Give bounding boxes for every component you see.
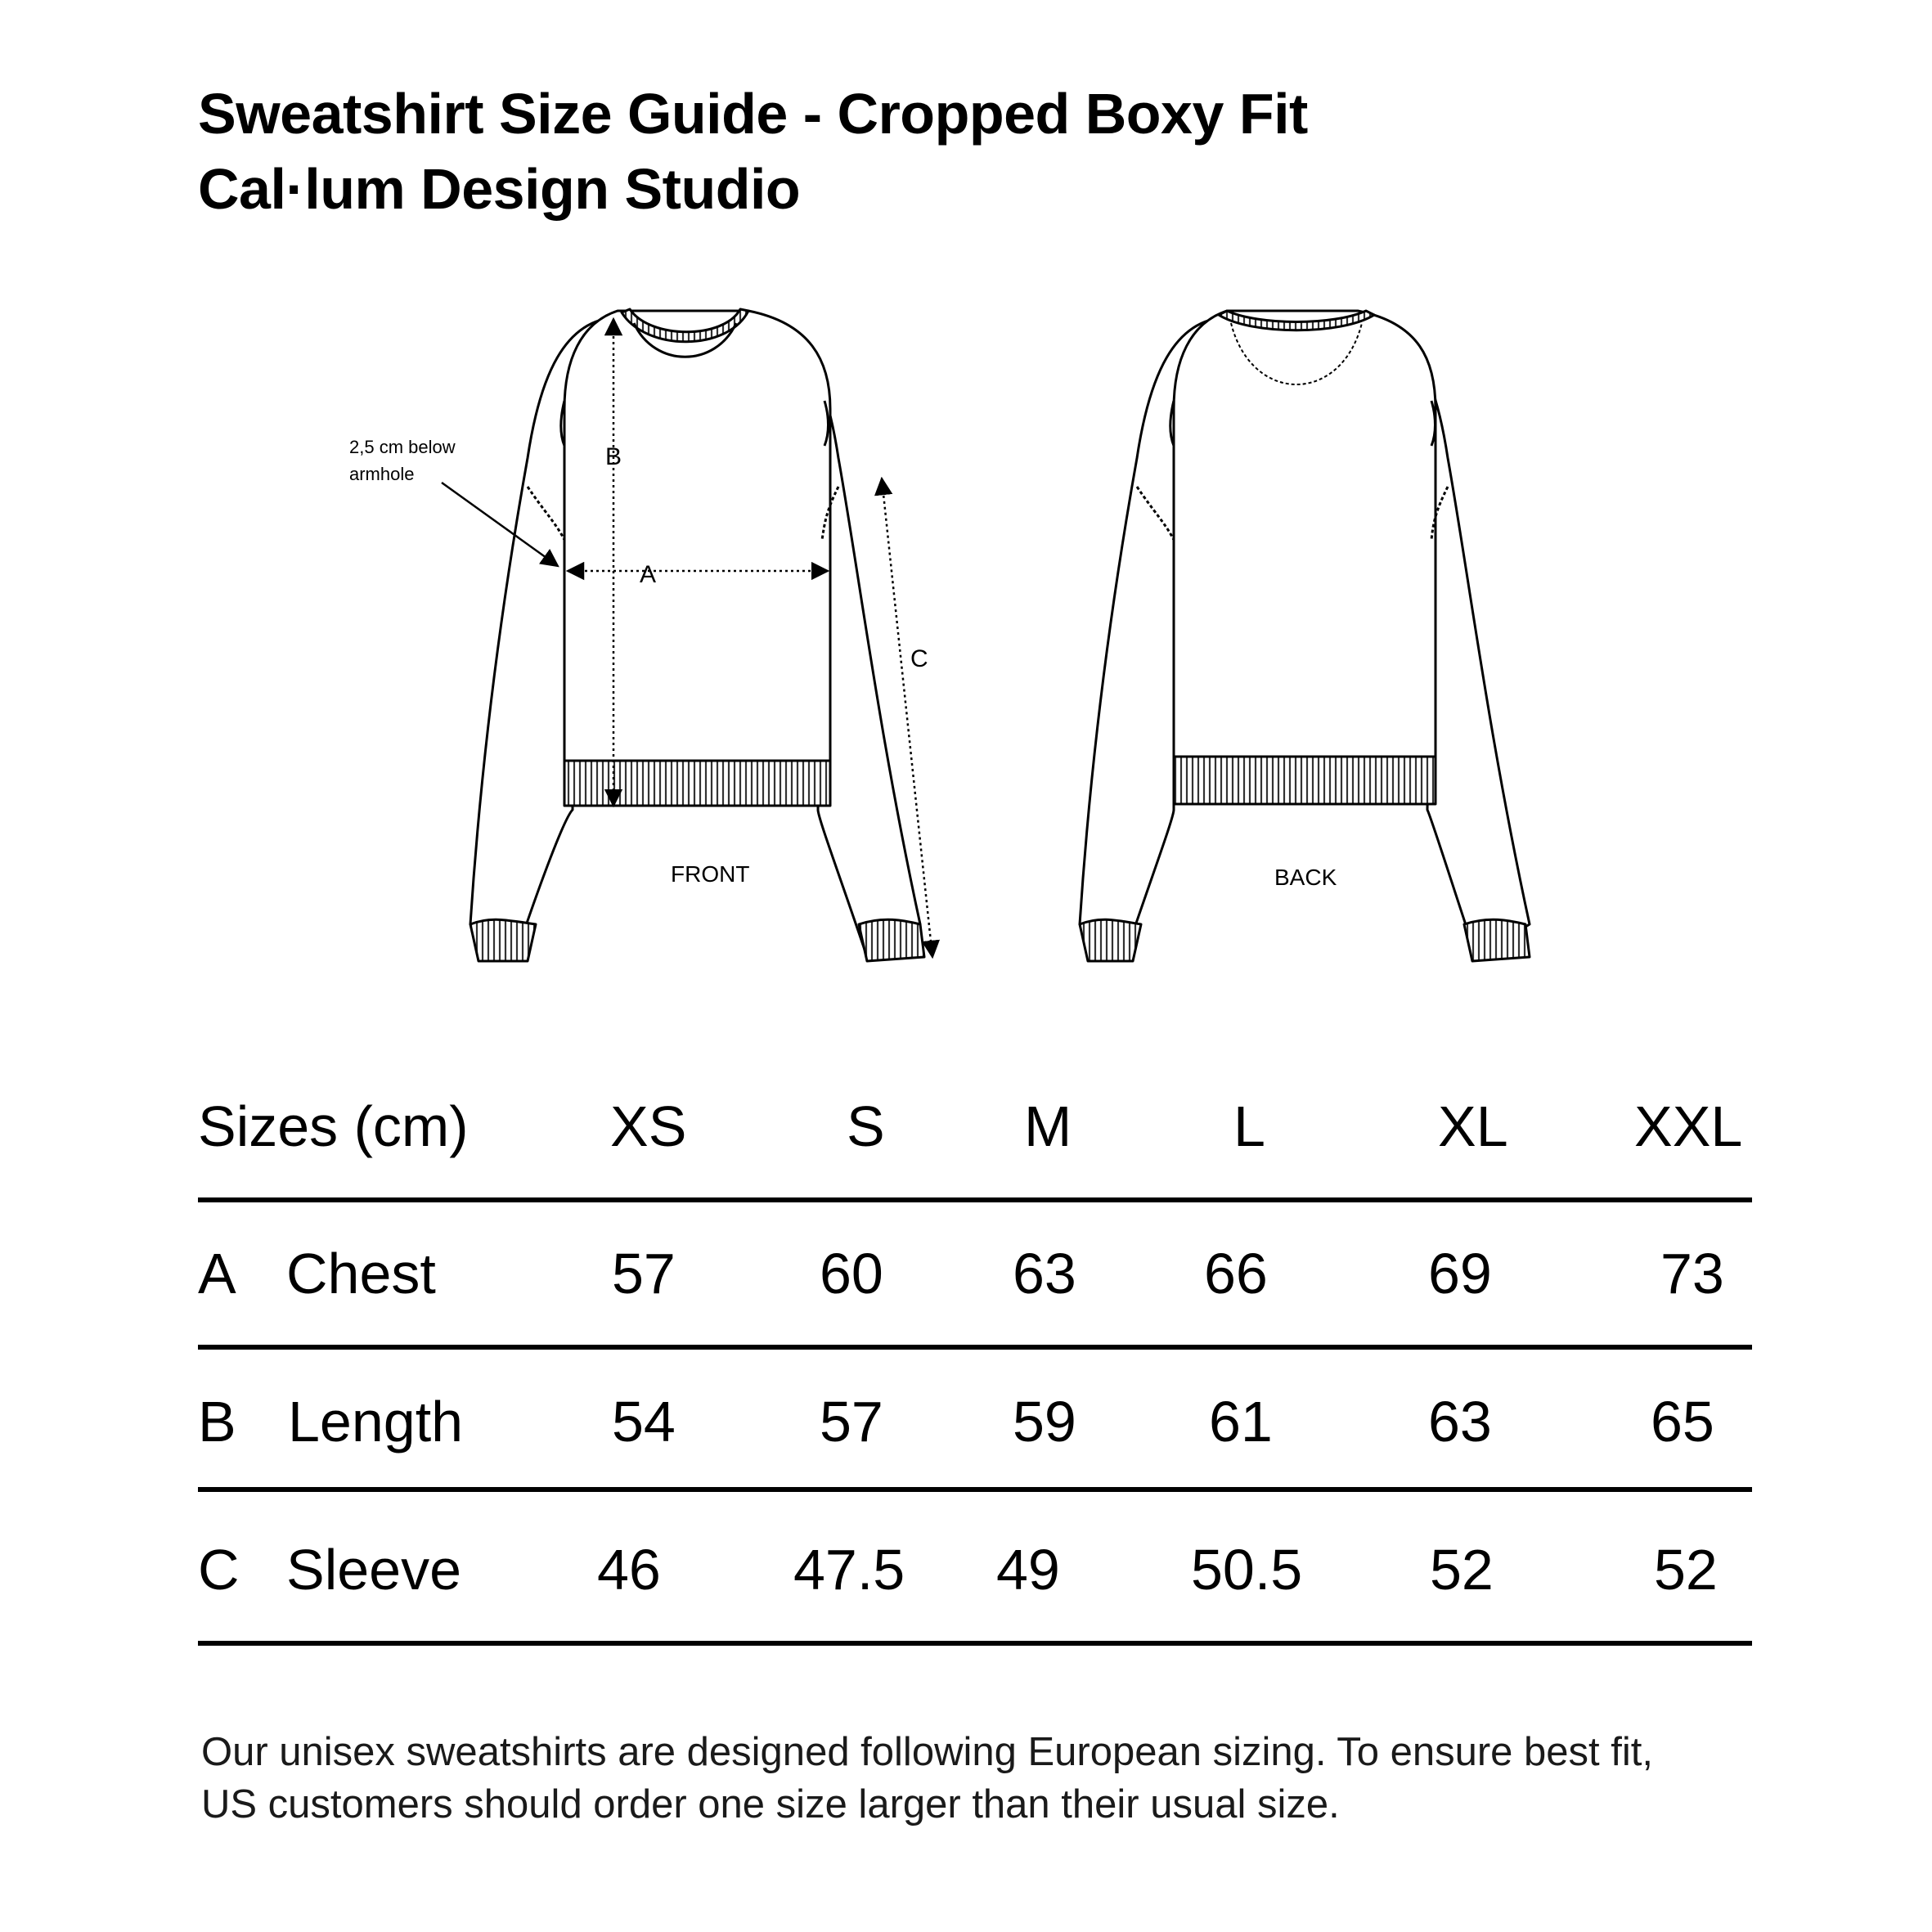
- row-name: Chest: [286, 1242, 436, 1305]
- annotation-line-2: armhole: [349, 464, 415, 484]
- table-cell: 50.5: [1191, 1538, 1303, 1602]
- row-letter: C: [198, 1538, 240, 1602]
- size-header-m: M: [1024, 1094, 1072, 1158]
- row-name: Sleeve: [286, 1538, 462, 1602]
- annotation-line-1: 2,5 cm below: [349, 437, 456, 457]
- table-rule: [198, 1197, 1752, 1202]
- size-header-xs: XS: [610, 1094, 687, 1158]
- table-cell: 63: [1428, 1390, 1492, 1453]
- table-header-label: Sizes (cm): [198, 1094, 469, 1158]
- front-label: FRONT: [671, 861, 750, 887]
- table-cell: 46: [597, 1538, 661, 1602]
- table-cell: 60: [820, 1242, 883, 1305]
- back-label: BACK: [1274, 865, 1337, 890]
- table-rule: [198, 1345, 1752, 1350]
- size-header-xl: XL: [1438, 1094, 1508, 1158]
- table-rule: [198, 1487, 1752, 1492]
- marker-a: A: [640, 561, 657, 588]
- title-line-1: Sweatshirt Size Guide - Cropped Boxy Fit: [198, 82, 1308, 146]
- row-name: Length: [288, 1390, 464, 1453]
- table-cell: 49: [996, 1538, 1060, 1602]
- table-cell: 52: [1654, 1538, 1718, 1602]
- title-line-2: Cal·lum Design Studio: [198, 157, 801, 221]
- table-cell: 66: [1204, 1242, 1268, 1305]
- marker-b: B: [605, 443, 622, 470]
- table-cell: 63: [1013, 1242, 1076, 1305]
- size-header-l: L: [1233, 1094, 1265, 1158]
- sizing-note-line-1: Our unisex sweatshirts are designed following European sizing. To ensure best fit,: [201, 1730, 1653, 1774]
- table-cell: 65: [1651, 1390, 1714, 1453]
- marker-c: C: [910, 645, 928, 672]
- table-cell: 47.5: [793, 1538, 905, 1602]
- table-cell: 57: [612, 1242, 676, 1305]
- row-letter: B: [198, 1390, 236, 1453]
- table-cell: 54: [612, 1390, 676, 1453]
- sizing-note-line-2: US customers should order one size larger than their usual size.: [201, 1782, 1340, 1826]
- table-rule: [198, 1641, 1752, 1646]
- back-sweatshirt-drawing: [1080, 311, 1530, 961]
- table-cell: 52: [1430, 1538, 1494, 1602]
- table-cell: 57: [820, 1390, 883, 1453]
- row-letter: A: [198, 1242, 236, 1305]
- table-cell: 73: [1660, 1242, 1724, 1305]
- sizing-note: [201, 1726, 1653, 1831]
- table-cell: 61: [1209, 1390, 1273, 1453]
- size-header-s: S: [847, 1094, 885, 1158]
- size-header-xxl: XXL: [1634, 1094, 1743, 1158]
- table-cell: 59: [1013, 1390, 1076, 1453]
- table-cell: 69: [1428, 1242, 1492, 1305]
